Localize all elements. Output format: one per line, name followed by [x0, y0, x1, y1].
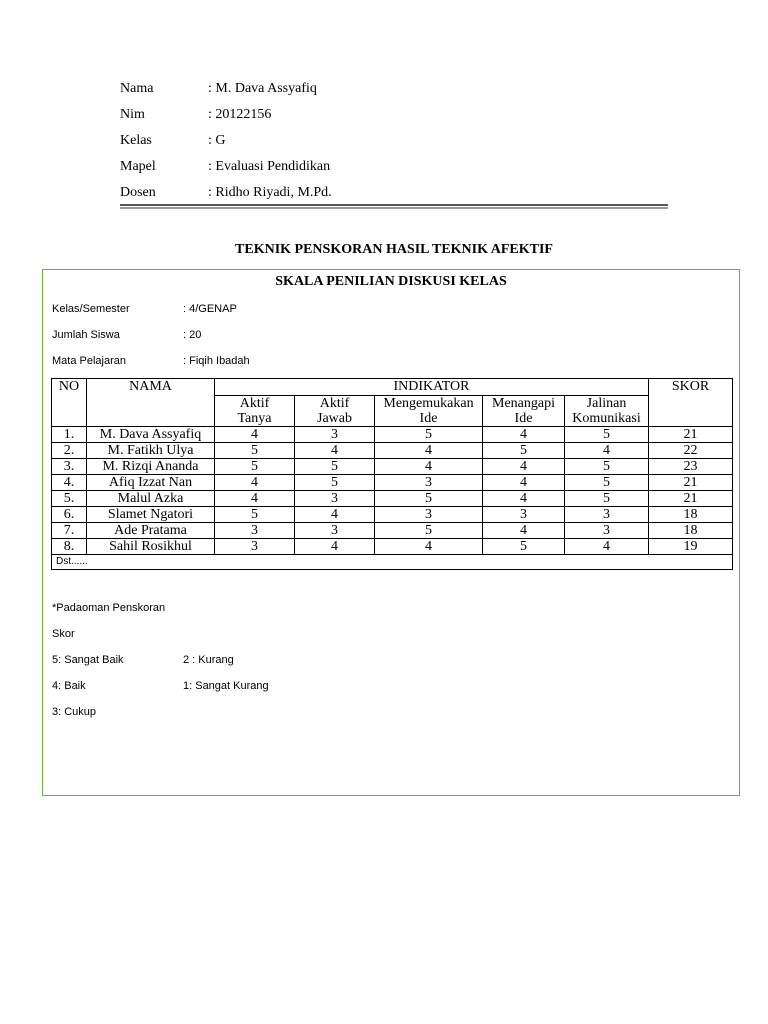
identity-label: Kelas: [120, 133, 152, 148]
info-label: Jumlah Siswa: [52, 329, 120, 341]
identity-value: : 20122156: [208, 107, 272, 122]
identity-value: : M. Dava Assyafiq: [208, 81, 317, 96]
header-no: NO: [52, 379, 87, 427]
info-row-kelas-semester: [52, 302, 237, 316]
cell-nama: Ade Pratama: [87, 523, 215, 539]
cell-v4: 4: [483, 459, 565, 475]
header-indikator: INDIKATOR: [215, 379, 649, 396]
cell-v3: 4: [375, 539, 483, 555]
identity-label: Mapel: [120, 159, 156, 174]
cell-v5: 3: [565, 523, 649, 539]
guide-row: [52, 679, 269, 693]
table-header-row: [52, 379, 733, 396]
cell-nama: Afiq Izzat Nan: [87, 475, 215, 491]
cell-v5: 4: [565, 539, 649, 555]
guide-skor-label: Skor: [52, 628, 75, 640]
table-row: [52, 475, 733, 491]
cell-v5: 4: [565, 443, 649, 459]
cell-no: 6.: [52, 507, 87, 523]
cell-v3: 3: [375, 507, 483, 523]
table-row: [52, 523, 733, 539]
identity-label: Nim: [120, 107, 145, 122]
cell-v2: 3: [295, 523, 375, 539]
cell-v1: 3: [215, 539, 295, 555]
guide-row: [52, 705, 96, 719]
header-skor: SKOR: [649, 379, 733, 427]
info-row-jumlah-siswa: [52, 328, 202, 342]
cell-no: 1.: [52, 427, 87, 443]
identity-row-mapel: [120, 157, 668, 183]
guide-item: 4: Baik: [52, 680, 86, 692]
cell-v3: 5: [375, 523, 483, 539]
cell-nama: Malul Azka: [87, 491, 215, 507]
section-title: SKALA PENILIAN DISKUSI KELAS: [275, 274, 507, 289]
cell-v1: 4: [215, 491, 295, 507]
guide-row: [52, 653, 234, 667]
identity-value: : G: [208, 133, 226, 148]
cell-v4: 4: [483, 523, 565, 539]
cell-skor: 18: [649, 523, 733, 539]
info-row-mata-pelajaran: [52, 354, 250, 368]
header-divider: [120, 204, 668, 206]
identity-label: Dosen: [120, 185, 156, 200]
cell-no: 5.: [52, 491, 87, 507]
cell-v4: 5: [483, 539, 565, 555]
guide-item: 3: Cukup: [52, 706, 97, 718]
cell-nama: Slamet Ngatori: [87, 507, 215, 523]
page-title: TEKNIK PENSKORAN HASIL TEKNIK AFEKTIF: [235, 242, 553, 257]
table-row: [52, 443, 733, 459]
cell-no: 2.: [52, 443, 87, 459]
cell-v2: 3: [295, 427, 375, 443]
guide-item: 5: Sangat Baik: [52, 654, 124, 666]
cell-no: 4.: [52, 475, 87, 491]
info-value: : 20: [183, 329, 202, 341]
cell-v5: 3: [565, 507, 649, 523]
cell-v4: 4: [483, 491, 565, 507]
identity-label: Nama: [120, 81, 154, 96]
cell-v2: 5: [295, 459, 375, 475]
cell-v4: 4: [483, 427, 565, 443]
score-table: [51, 378, 733, 570]
cell-v4: 3: [483, 507, 565, 523]
cell-v5: 5: [565, 475, 649, 491]
cell-v3: 3: [375, 475, 483, 491]
cell-nama: Sahil Rosikhul: [87, 539, 215, 555]
guide-item: 1: Sangat Kurang: [183, 680, 269, 692]
cell-v3: 4: [375, 443, 483, 459]
table-row: [52, 459, 733, 475]
cell-skor: 18: [649, 507, 733, 523]
info-label: Kelas/Semester: [52, 303, 130, 315]
cell-skor: 21: [649, 427, 733, 443]
cell-skor: 21: [649, 491, 733, 507]
subheader-aktif-jawab: Aktif Jawab: [295, 396, 375, 427]
cell-v1: 4: [215, 427, 295, 443]
table-row: [52, 507, 733, 523]
guide-title: *Padaoman Penskoran: [52, 602, 166, 614]
cell-no: 3.: [52, 459, 87, 475]
cell-skor: 23: [649, 459, 733, 475]
cell-v1: 5: [215, 459, 295, 475]
cell-v2: 5: [295, 475, 375, 491]
cell-skor: 21: [649, 475, 733, 491]
cell-nama: M. Fatikh Ulya: [87, 443, 215, 459]
identity-row-nama: [120, 79, 668, 105]
identity-block: [120, 79, 668, 209]
identity-row-kelas: [120, 131, 668, 157]
header-divider: [120, 207, 668, 209]
table-row: [52, 491, 733, 507]
table-footer-row: [52, 555, 733, 570]
table-footer: Dst......: [52, 555, 733, 570]
cell-v2: 4: [295, 507, 375, 523]
cell-v2: 3: [295, 491, 375, 507]
cell-skor: 19: [649, 539, 733, 555]
guide-item: 2 : Kurang: [183, 654, 234, 666]
cell-nama: M. Dava Assyafiq: [87, 427, 215, 443]
cell-v2: 4: [295, 443, 375, 459]
table-row: [52, 539, 733, 555]
info-value: : Fiqih Ibadah: [183, 355, 250, 367]
cell-v3: 4: [375, 459, 483, 475]
identity-row-nim: [120, 105, 668, 131]
cell-v2: 4: [295, 539, 375, 555]
cell-v3: 5: [375, 491, 483, 507]
cell-v4: 5: [483, 443, 565, 459]
cell-v3: 5: [375, 427, 483, 443]
cell-no: 8.: [52, 539, 87, 555]
info-value: : 4/GENAP: [183, 303, 237, 315]
subheader-menangapi-ide: Menangapi Ide: [483, 396, 565, 427]
info-label: Mata Pelajaran: [52, 355, 126, 367]
cell-v1: 3: [215, 523, 295, 539]
header-nama: NAMA: [87, 379, 215, 427]
cell-v5: 5: [565, 427, 649, 443]
table-row: [52, 427, 733, 443]
cell-v1: 5: [215, 507, 295, 523]
identity-value: : Evaluasi Pendidikan: [208, 159, 331, 174]
cell-no: 7.: [52, 523, 87, 539]
subheader-jalinan-komunikasi: Jalinan Komunikasi: [565, 396, 649, 427]
cell-v4: 4: [483, 475, 565, 491]
identity-value: : Ridho Riyadi, M.Pd.: [208, 185, 332, 200]
cell-nama: M. Rizqi Ananda: [87, 459, 215, 475]
cell-v1: 5: [215, 443, 295, 459]
cell-skor: 22: [649, 443, 733, 459]
cell-v5: 5: [565, 491, 649, 507]
subheader-mengemukakan-ide: Mengemukakan Ide: [375, 396, 483, 427]
cell-v1: 4: [215, 475, 295, 491]
subheader-aktif-tanya: Aktif Tanya: [215, 396, 295, 427]
cell-v5: 5: [565, 459, 649, 475]
